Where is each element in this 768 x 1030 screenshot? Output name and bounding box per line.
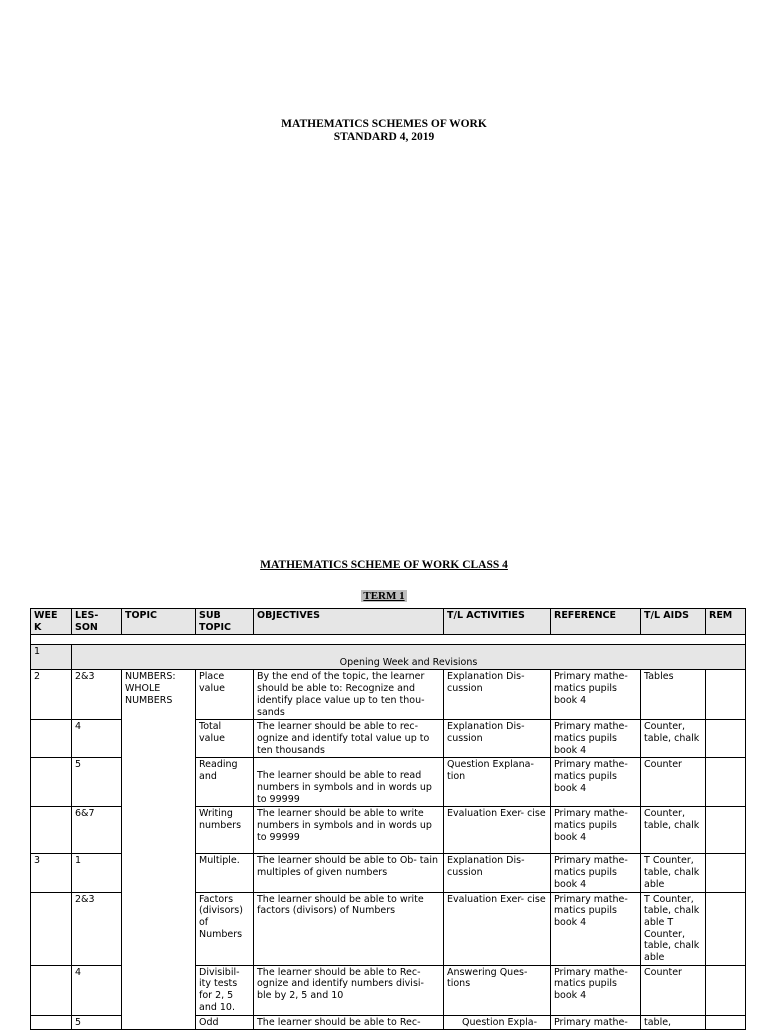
lesson-cell: 2&3 — [72, 892, 122, 965]
aids-cell: Counter — [641, 758, 706, 807]
reference-cell: Primary mathe- matics pupils book 4 — [551, 892, 641, 965]
lesson-cell: 1 — [72, 854, 122, 892]
scheme-of-work-table — [30, 608, 746, 1030]
reference-cell: Primary mathe- — [551, 1015, 641, 1030]
objective-cell — [254, 758, 444, 807]
week-cell — [31, 758, 72, 807]
remarks-cell — [706, 670, 746, 720]
subtopic-cell: Total value — [196, 720, 254, 758]
aids-cell: Tables — [641, 670, 706, 720]
lesson-cell: 4 — [72, 720, 122, 758]
header-reference: REFERENCE — [551, 609, 641, 635]
activity-cell: Evaluation Exer- cise — [444, 807, 551, 854]
activity-cell: Explanation Dis- cussion — [444, 854, 551, 892]
subtopic-cell: Reading and — [196, 758, 254, 807]
remarks-cell — [706, 892, 746, 965]
header-aids: T/L AIDS — [641, 609, 706, 635]
lesson-cell: 2&3 — [72, 670, 122, 720]
aids-cell: T Counter, table, chalk able — [641, 854, 706, 892]
activity-text: Question Expla- — [462, 1016, 538, 1028]
subtopic-cell: Divisibil- ity tests for 2, 5 and 10. — [196, 965, 254, 1015]
objective-cell: The learner should be able to Ob- tain multiples of given numbers — [254, 854, 444, 892]
week-cell — [31, 892, 72, 965]
activity-cell: Explanation Dis- cussion — [444, 720, 551, 758]
remarks-cell — [706, 854, 746, 892]
reference-cell: Primary mathe- matics pupils book 4 — [551, 854, 641, 892]
term-heading — [0, 584, 768, 603]
week-cell — [31, 807, 72, 854]
activity-cell — [444, 1015, 551, 1030]
aids-cell: table, — [641, 1015, 706, 1030]
opening-week-cell: Opening Week and Revisions — [72, 645, 746, 670]
lesson-cell: 5 — [72, 1015, 122, 1030]
remarks-cell — [706, 758, 746, 807]
lesson-cell: 4 — [72, 965, 122, 1015]
activity-cell: Evaluation Exer- cise — [444, 892, 551, 965]
week-cell: 3 — [31, 854, 72, 892]
subtopic-cell: Factors (divisors) of Numbers — [196, 892, 254, 965]
subtopic-cell: Place value — [196, 670, 254, 720]
week-cell — [31, 720, 72, 758]
objective-cell: The learner should be able to Rec- — [254, 1015, 444, 1030]
table-row — [31, 670, 746, 720]
subtopic-cell: Odd — [196, 1015, 254, 1030]
header-objectives: OBJECTIVES — [254, 609, 444, 635]
header-remarks: REM — [706, 609, 746, 635]
header-activities: T/L ACTIVITIES — [444, 609, 551, 635]
reference-cell: Primary mathe- matics pupils book 4 — [551, 758, 641, 807]
reference-cell: Primary mathe- matics pupils book 4 — [551, 720, 641, 758]
lesson-cell: 6&7 — [72, 807, 122, 854]
week-cell: 2 — [31, 670, 72, 720]
remarks-cell — [706, 807, 746, 854]
objective-cell: The learner should be able to write factors (divisors) of Numbers — [254, 892, 444, 965]
reference-cell: Primary mathe- matics pupils book 4 — [551, 670, 641, 720]
objective-cell: The learner should be able to rec- ognize and identify total value up to ten thousands — [254, 720, 444, 758]
topic-cell: NUMBERS: WHOLE NUMBERS — [122, 670, 196, 1030]
objective-text: The learner should be able to read numbers in symbols and in words up to 99999 — [257, 770, 432, 805]
activity-cell: Answering Ques- tions — [444, 965, 551, 1015]
aids-cell: T Counter, table, chalk able T Counter, table, chalk able — [641, 892, 706, 965]
lesson-cell: 5 — [72, 758, 122, 807]
activity-cell: Explanation Dis- cussion — [444, 670, 551, 720]
header-subtopic: SUB TOPIC — [196, 609, 254, 635]
term-label: TERM 1 — [363, 590, 405, 602]
subtopic-cell: Multiple. — [196, 854, 254, 892]
objective-cell: The learner should be able to Rec- ognize and identify numbers divisi- ble by 2, 5 and 10 — [254, 965, 444, 1015]
objective-cell: By the end of the topic, the learner should be able to: Recognize and identify place value up to ten thou- sands — [254, 670, 444, 720]
document-title: MATHEMATICS SCHEMES OF WORK — [281, 118, 487, 130]
spacer-row — [31, 635, 746, 645]
remarks-cell — [706, 965, 746, 1015]
aids-cell: Counter, table, chalk — [641, 720, 706, 758]
document-subtitle: STANDARD 4, 2019 — [333, 131, 435, 143]
scheme-title: MATHEMATICS SCHEME OF WORK CLASS 4 — [260, 559, 508, 571]
week-cell: 1 — [31, 645, 72, 670]
header-lesson: LES- SON — [72, 609, 122, 635]
remarks-cell — [706, 720, 746, 758]
activity-cell: Question Explana- tion — [444, 758, 551, 807]
header-row — [31, 609, 746, 635]
week-cell — [31, 1015, 72, 1030]
table-row — [31, 645, 746, 670]
header-week: WEE K — [31, 609, 72, 635]
aids-cell: Counter, table, chalk — [641, 807, 706, 854]
week-cell — [31, 965, 72, 1015]
remarks-cell — [706, 1015, 746, 1030]
reference-cell: Primary mathe- matics pupils book 4 — [551, 965, 641, 1015]
aids-cell: Counter — [641, 965, 706, 1015]
reference-cell: Primary mathe- matics pupils book 4 — [551, 807, 641, 854]
subtopic-cell: Writing numbers — [196, 807, 254, 854]
header-topic: TOPIC — [122, 609, 196, 635]
objective-cell: The learner should be able to write numbers in symbols and in words up to 99999 — [254, 807, 444, 854]
